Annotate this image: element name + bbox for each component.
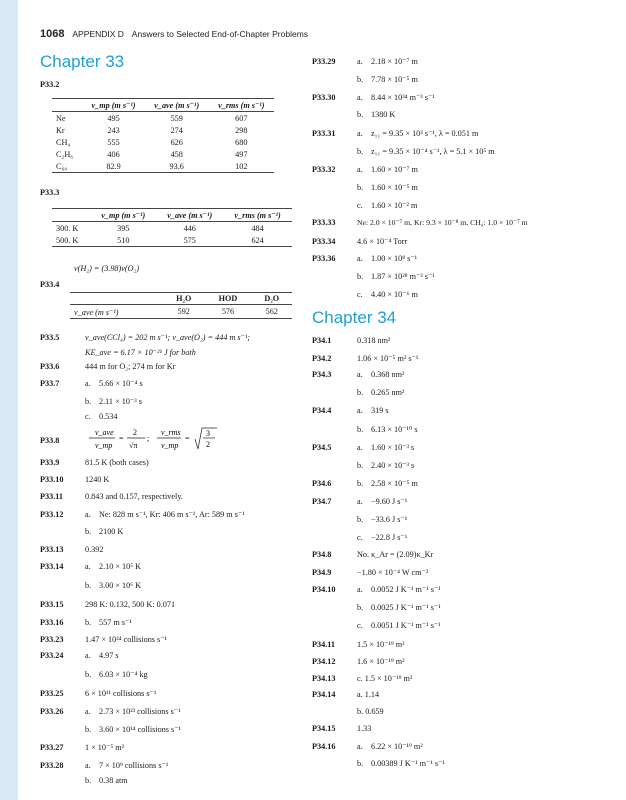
part-label: a. [357,585,363,594]
p33-24a [40,651,119,660]
p33-36a [312,253,417,263]
p33-12b [40,527,123,536]
table-row [52,234,292,247]
p33-32a [312,164,418,174]
part-label: a. [357,57,363,66]
answer-text: 1.60 × 10⁻³ s [371,443,415,452]
answer-text: −1.80 × 10⁻⁴ W cm⁻² [357,568,429,577]
p34-9 [312,567,428,577]
part-label: c. [357,621,363,630]
problem-label: P33.31 [312,129,336,138]
cell: 626 [170,137,183,147]
cell: 484 [251,223,264,233]
equals-sign: = [119,434,124,443]
problem-label: P34.10 [312,585,336,594]
eq1-value-num: 2 [133,428,137,437]
part-label: b. [357,388,364,397]
problem-label: P34.14 [312,690,336,699]
p34-14a [312,690,379,699]
cell: 446 [183,223,196,233]
problem-label: P33.16 [40,618,64,627]
p34-10c [312,620,441,630]
p33-30a [312,92,435,102]
answer-text: b. 0.659 [357,707,384,716]
problem-label: P33.26 [40,707,64,716]
problem-label: P33.12 [40,510,64,519]
appendix-label: APPENDIX D [72,29,124,39]
answer-text: 1.6 × 10⁻¹⁹ m² [357,657,405,666]
problem-label: P34.2 [312,354,332,363]
answer-text: 0.392 [85,545,104,554]
row-label: v_ave (m s⁻¹) [70,305,163,319]
p34-10b [312,602,441,612]
p34-5b [312,460,414,470]
answer-text: 1.87 × 10²⁸ m⁻³ s⁻¹ [371,272,435,281]
part-label: a. [357,129,363,138]
answer-text: 2.40 × 10⁻³ s [371,461,415,470]
part-label: b. [357,603,364,612]
cell: 510 [90,234,156,247]
table-row [52,112,274,125]
p33-7b [40,396,142,406]
p34-16b [312,758,445,768]
p33-32b [312,182,418,192]
page-number: 1068 [40,28,65,40]
answer-text: 4.40 × 10⁻⁶ m [371,290,418,299]
answer-text: 0.265 nm² [371,388,405,397]
part-label: c. [357,290,363,299]
part-label: a. [357,742,363,751]
p33-3-header-vave: v_ave (m s⁻¹) [156,209,223,222]
p34-16a [312,741,423,751]
p33-4-header-hod: HOD [204,293,251,305]
p33-8-label: P33.8 [40,436,60,445]
answer-text: 4.6 × 10⁻⁴ Torr [357,237,408,246]
cell: 274 [170,125,183,135]
p33-23 [40,634,167,644]
p34-3a [312,370,404,379]
problem-label: P33.33 [312,218,336,227]
p33-24b [40,669,148,679]
answer-text: 6.13 × 10⁻¹⁰ s [371,425,418,434]
problem-label: P34.7 [312,497,332,506]
part-label: c. [357,201,363,210]
p33-10 [40,475,109,484]
p33-36b [312,271,435,281]
running-header [40,28,308,40]
eq2-value-den: 2 [206,440,210,449]
answer-text: 1.60 × 10⁻⁵ m [371,183,418,192]
p33-26b [40,724,181,734]
problem-label: P33.6 [40,362,60,371]
part-label: a. [357,406,363,415]
p33-27 [40,742,124,752]
p33-7a [40,378,143,388]
p33-29a [312,56,418,66]
part-label: b. [85,776,92,785]
p33-14b [40,581,141,590]
p33-12a [40,509,245,519]
cell: 624 [223,234,292,247]
chapter-33-title: Chapter 33 [40,52,125,71]
p33-32c [312,200,417,210]
p33-36c [312,289,418,299]
problem-label: P34.5 [312,443,332,452]
problem-label: P33.14 [40,562,64,571]
p33-3-header-vmp: v_mp (m s⁻¹) [90,209,156,222]
eq2-num: v_rms [161,428,181,437]
answer-text: 0.534 [99,412,118,421]
part-label: b. [357,461,364,470]
p34-12 [312,656,405,666]
p33-13 [40,545,103,554]
part-label: b. [357,147,364,156]
p33-3-relation: ν(H₂) = (3.98)ν(O₂) [74,264,140,273]
cell: 243 [107,125,120,135]
problem-label: P33.23 [40,635,64,644]
part-label: b. [85,527,92,536]
part-label: b. [85,618,92,627]
answer-text: 0.0052 J K⁻¹ m⁻¹ s⁻¹ [371,585,441,594]
answer-text: 0.843 and 0.157, respectively. [85,492,183,501]
problem-label: P33.24 [40,651,64,660]
p34-4a [312,406,389,415]
problem-label: P33.34 [312,237,336,246]
problem-label: P34.8 [312,550,332,559]
answer-text: 0.368 nm² [371,370,405,379]
problem-label: P33.5 [40,333,60,342]
cell: 562 [252,305,292,319]
problem-label: P33.28 [40,761,64,770]
row-label: Ne [56,113,66,123]
part-label: b. [85,670,92,679]
answer-text: 3.60 × 10¹⁴ collisions s⁻¹ [99,725,181,734]
problem-label: P34.15 [312,724,336,733]
problem-label: P33.10 [40,475,64,484]
part-label: a. [357,497,363,506]
problem-label: P33.7 [40,379,60,388]
answer-text: 2100 K [99,527,124,536]
part-label: a. [85,379,91,388]
answer-text: 2.11 × 10⁻³ s [99,397,142,406]
problem-label: P34.11 [312,640,335,649]
part-label: b. [357,110,364,119]
table-row [52,148,274,160]
p33-11 [40,492,183,501]
problem-label: P33.15 [40,600,64,609]
p33-7c [40,412,117,421]
part-label: a. [357,254,363,263]
answer-text: 1.60 × 10⁻² m [371,201,418,210]
p33-28a [40,760,168,770]
answer-text: 444 m for O₂; 274 m for Kr [85,362,176,371]
part-label: a. [357,443,363,452]
table-row [52,160,274,173]
answer-text: Ne: 2.0 × 10⁻⁷ m, Kr: 9.3 × 10⁻⁸ m, CH₄: 1.0 × 10⁻⁷ m [357,218,528,227]
part-label: b. [357,75,364,84]
part-label: b. [357,759,364,768]
answer-text: a. 1.14 [357,690,380,699]
answer-text: 4.97 s [99,651,119,660]
answer-text: 2.18 × 10⁻⁷ m [371,57,418,66]
part-label: b. [85,581,92,590]
row-label: 500. K [52,234,90,247]
part-label: a. [357,165,363,174]
answer-text: 0.38 atm [99,776,128,785]
problem-label: P33.27 [40,743,64,752]
p33-2-header-vmp: v_mp (m s⁻¹) [82,99,145,112]
problem-label: P33.13 [40,545,64,554]
answer-text: No. κ_Ar = (2.09)κ_Kr [357,550,434,559]
part-label: b. [357,515,364,524]
p34-7c [312,532,407,542]
problem-label: P34.16 [312,742,336,751]
answer-text: 1.06 × 10⁻⁵ m² s⁻¹ [357,354,419,363]
answer-text: 2.58 × 10⁻⁵ m [371,479,418,488]
p34-5a [312,442,414,452]
part-label: b. [357,272,364,281]
cell: 458 [170,149,183,159]
p34-11 [312,639,405,649]
answer-text: −9.60 J s⁻¹ [371,497,408,506]
answer-text: 557 m s⁻¹ [99,618,132,627]
eq2-value-num: 3 [206,429,210,438]
part-label: b. [357,183,364,192]
cell: 555 [107,137,120,147]
answer-text: 319 s [371,406,389,415]
answer-text: v_ave(CCl₄) = 202 m s⁻¹; v_ave(O₂) = 444 m s⁻¹; [85,333,251,342]
p33-31b [312,146,495,156]
problem-label: P33.25 [40,689,64,698]
p33-2-header-vrms: v_rms (m s⁻¹) [209,99,274,112]
answer-text: 6.03 × 10⁻⁴ kg [99,670,148,679]
cell: 406 [107,149,120,159]
cell: 395 [117,223,130,233]
table-row [52,222,292,235]
p33-3-label: P33.3 [40,188,60,197]
page-margin-band [0,0,18,800]
problem-label: P34.4 [312,406,332,415]
equals-sign: = [185,434,190,443]
answer-text: 7.78 × 10⁻⁵ m [371,75,418,84]
cell: 82.9 [82,160,145,173]
problem-label: P33.36 [312,254,336,263]
answer-text: 298 K: 0.132, 500 K: 0.071 [85,600,176,609]
answer-text: 1240 K [85,475,110,484]
cell: 93.6 [145,160,209,173]
part-label: a. [85,761,91,770]
p34-3b [312,388,404,397]
p33-30b [312,110,395,119]
answer-text: 1.00 × 10⁸ s⁻¹ [371,254,418,263]
p33-4-label: P33.4 [40,280,60,289]
answer-text: 6.22 × 10⁻¹⁹ m² [371,742,423,751]
answer-text: 8.44 × 10³⁴ m⁻³ s⁻¹ [371,93,435,102]
p33-3-header-vrms: v_rms (m s⁻¹) [223,209,292,222]
separator: ; [147,434,150,443]
p34-10a [312,584,441,594]
problem-label: P33.9 [40,458,60,467]
problem-label: P33.11 [40,492,63,501]
problem-label: P34.13 [312,674,336,683]
part-label: b. [85,725,92,734]
p33-28b [40,776,128,785]
part-label: a. [85,707,91,716]
p33-5-line2: KE_ave = 6.17 × 10⁻²¹ J for both [85,348,196,357]
answer-text: z₁₁ = 9.35 × 10³ s⁻¹, λ = 0.051 m [371,129,479,138]
p33-9 [40,458,149,467]
part-label: c. [357,533,363,542]
cell: 495 [107,113,120,123]
answer-text: 0.00389 J K⁻¹ m⁻¹ s⁻¹ [371,759,445,768]
p34-4b [312,424,418,434]
p33-2-label: P33.2 [40,80,60,89]
problem-label: P34.9 [312,568,332,577]
problem-label: P34.1 [312,336,332,345]
answer-text: Ne: 828 m s⁻¹, Kr: 406 m s⁻¹, Ar: 589 m s⁻¹ [99,510,245,519]
problem-label: P34.6 [312,479,332,488]
answer-text: 6 × 10¹¹ collisions s⁻¹ [85,689,157,698]
answer-text: 0.318 nm² [357,336,391,345]
cell: 298 [235,125,248,135]
table-row [52,124,274,136]
row-label: CH₄ [56,137,71,147]
cell: 680 [235,137,248,147]
eq1-value-den: √π [129,441,138,450]
answer-text: 1.5 × 10⁻¹⁹ m² [357,640,405,649]
table-row [70,305,292,319]
cell: 497 [235,149,248,159]
header-title: Answers to Selected End-of-Chapter Problems [131,29,309,39]
answer-text: 0.0025 J K⁻¹ m⁻¹ s⁻¹ [371,603,441,612]
answer-text: 0.0051 J K⁻¹ m⁻¹ s⁻¹ [371,621,441,630]
part-label: a. [85,510,91,519]
answer-text: 1380 K [371,110,396,119]
p33-29b [312,74,418,84]
answer-text: 1.47 × 10²⁴ collisions s⁻¹ [85,635,167,644]
p34-14b [312,707,384,716]
answer-text: 1 × 10⁻⁵ m² [85,743,125,752]
p33-33 [312,218,528,227]
part-label: a. [85,562,91,571]
p34-13 [312,673,412,683]
problem-label: P34.3 [312,370,332,379]
p33-31a [312,128,478,138]
row-label: Kr [56,125,65,135]
p34-7b [312,514,407,524]
cell: 575 [156,234,223,247]
part-label: b. [85,397,92,406]
answer-text: 7 × 10⁹ collisions s⁻¹ [99,761,169,770]
p34-15 [312,724,371,733]
p33-4-header-h2o: H₂O [163,293,204,305]
part-label: b. [357,479,364,488]
row-label: 300. K [56,223,79,233]
cell: 576 [204,305,251,319]
p33-5 [40,332,250,342]
answer-text: z₁₁ = 9.35 × 10⁻⁴ s⁻¹, λ = 5.1 × 10⁵ m [371,147,495,156]
p33-16b [40,617,132,627]
p34-1 [312,336,390,345]
p34-2 [312,353,418,363]
p34-8 [312,550,433,559]
row-label: C₆₀ [52,160,82,173]
answer-text: 3.00 × 10⁶ K [99,581,142,590]
answer-text: 81.5 K (both cases) [85,458,149,467]
p33-15 [40,600,175,609]
eq1-den: v_mp [95,441,113,450]
p33-34 [312,236,407,246]
problem-label: P33.32 [312,165,336,174]
p33-25 [40,688,156,698]
problem-label: P33.29 [312,57,336,66]
p33-26a [40,706,181,716]
part-label: c. [85,412,91,421]
answer-text: c. 1.5 × 10⁻¹⁹ m² [357,674,413,683]
chapter-34-title: Chapter 34 [312,308,397,327]
cell: 607 [235,113,248,123]
answer-text: 1.60 × 10⁻⁷ m [371,165,418,174]
answer-text: 1.33 [357,724,372,733]
cell: 592 [163,305,204,319]
answer-text: 5.66 × 10⁻⁴ s [99,379,143,388]
part-label: a. [357,93,363,102]
p33-2-table [52,98,274,173]
table-row [52,136,274,148]
answer-text: −22.8 J s⁻¹ [371,533,408,542]
p34-7a [312,496,407,506]
problem-label: P33.30 [312,93,336,102]
part-label: a. [85,651,91,660]
cell: 102 [209,160,274,173]
eq2-den: v_mp [161,441,179,450]
part-label: b. [357,425,364,434]
answer-text: 2.10 × 10⁵ K [99,562,142,571]
p34-6b [312,478,418,488]
p33-14a [40,562,141,571]
answer-text: 2.73 × 10²³ collisions s⁻¹ [99,707,181,716]
row-label: C₂H₆ [56,149,74,159]
p33-2-header-vave: v_ave (m s⁻¹) [145,99,209,112]
p33-4-header-d2o: D₂O [252,293,292,305]
p33-6 [40,362,175,371]
p33-8-equation [85,424,235,456]
problem-label: P34.12 [312,657,336,666]
part-label: a. [357,370,363,379]
p33-3-table [52,208,292,247]
p33-4-table [70,292,292,319]
eq1-num: v_ave [95,428,114,437]
answer-text: −33.6 J s⁻¹ [371,515,408,524]
cell: 559 [170,113,183,123]
